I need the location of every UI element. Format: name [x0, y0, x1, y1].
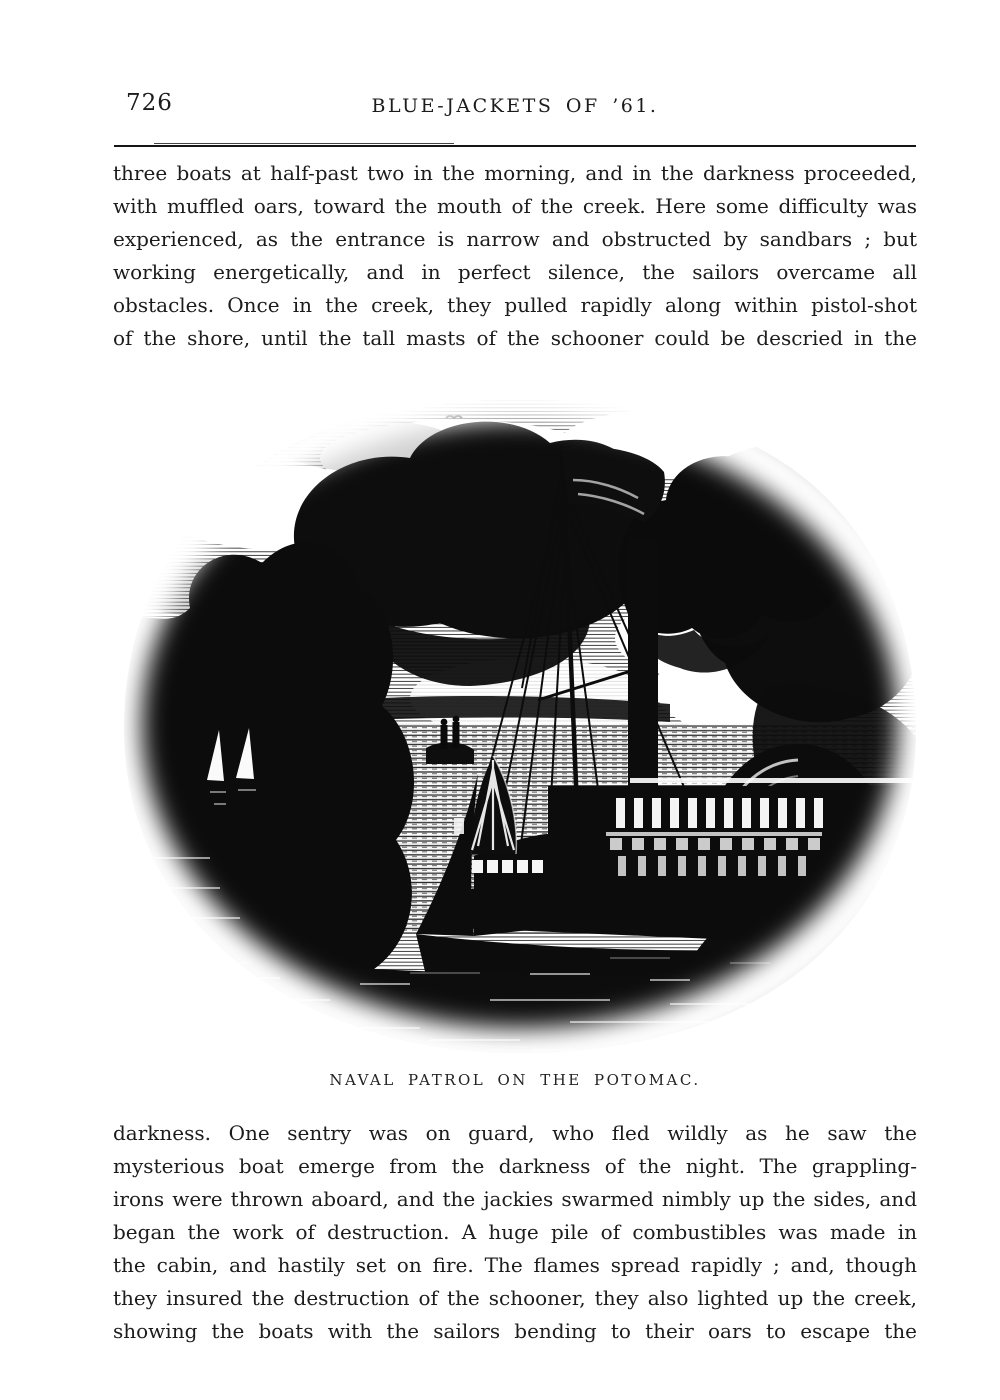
- text-line: the cabin, and hastily set on fire. The flames spread rapidly ; and, though: [113, 1253, 917, 1277]
- header-rule: [114, 145, 916, 147]
- paragraph-bottom: [113, 1117, 917, 1348]
- text-line: showing the boats with the sailors bending to their oars to escape the: [113, 1319, 917, 1343]
- engraving-naval-patrol: [110, 388, 930, 1060]
- page-number: 726: [126, 90, 173, 116]
- text-line: darkness. One sentry was on guard, who fled wildly as he saw the: [113, 1121, 917, 1145]
- text-line: working energetically, and in perfect silence, the sailors overcame all: [113, 260, 917, 284]
- text-line: of the shore, until the tall masts of the schooner could be descried in the: [113, 326, 917, 350]
- bow-nameboard: [472, 860, 543, 873]
- figure-caption: NAVAL PATROL ON THE POTOMAC.: [329, 1071, 701, 1089]
- engraving-illustration: [110, 388, 930, 1060]
- text-line: three boats at half-past two in the morning, and in the darkness proceeded,: [113, 161, 917, 185]
- text-line: began the work of destruction. A huge pile of combustibles was made in: [113, 1220, 917, 1244]
- text-line: with muffled oars, toward the mouth of the creek. Here some difficulty was: [113, 194, 917, 218]
- paragraph-top: [113, 157, 917, 355]
- running-head: BLUE-JACKETS OF ’61.: [371, 95, 659, 117]
- text-line: experienced, as the entrance is narrow and obstructed by sandbars ; but: [113, 227, 917, 251]
- text-line: obstacles. Once in the creek, they pulled rapidly along within pistol-shot: [113, 293, 917, 317]
- text-line: irons were thrown aboard, and the jackies swarmed nimbly up the sides, and: [113, 1187, 917, 1211]
- text-line: they insured the destruction of the schooner, they also lighted up the creek,: [113, 1286, 917, 1310]
- text-line: mysterious boat emerge from the darkness of the night. The grappling-: [113, 1154, 917, 1178]
